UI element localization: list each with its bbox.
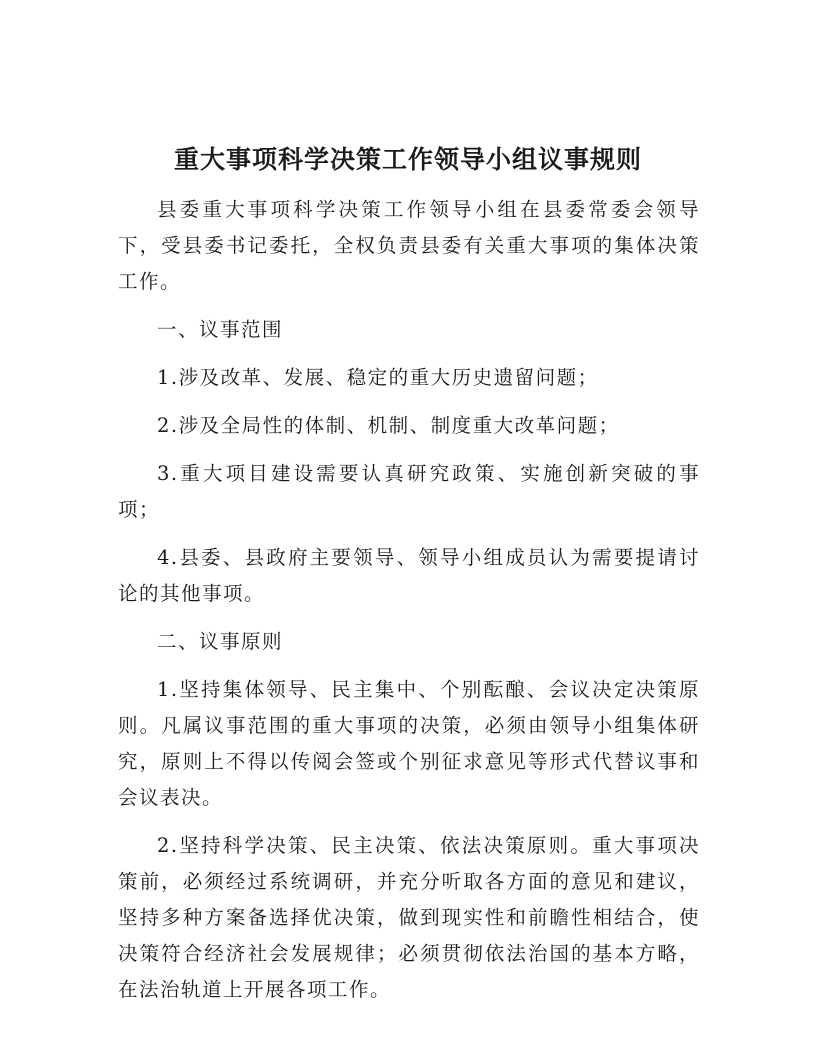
- scope-item-4: 4.县委、县政府主要领导、领导小组成员认为需要提请讨论的其他事项。: [118, 546, 700, 605]
- paragraph-intro: 县委重大事项科学决策工作领导小组在县委常委会领导下，受县委书记委托，全权负责县委有关重大事项的集体决策工作。: [118, 198, 700, 293]
- document-body: [118, 192, 700, 1020]
- scope-item-3: 3.重大项目建设需要认真研究政策、实施创新突破的事项；: [118, 462, 700, 521]
- document-title: 重大事项科学决策工作领导小组议事规则: [173, 145, 642, 174]
- principle-item-2: 2.坚持科学决策、民主决策、依法决策原则。重大事项决策前，必须经过系统调研，并充分听取各方面的意见和建议，坚持多种方案备选择优决策，做到现实性和前瞻性相结合，使决策符合经济社会发展规律；必须贯彻依法治国的基本方略，在法治轨道上开展各项工作。: [118, 834, 700, 1001]
- principle-item-1: 1.坚持集体领导、民主集中、个别酝酿、会议决定决策原则。凡属议事范围的重大事项的决策，必须由领导小组集体研究，原则上不得以传阅会签或个别征求意见等形式代替议事和会议表决。: [118, 678, 700, 809]
- section-heading-scope: 一、议事范围: [157, 318, 284, 341]
- section-heading-principles: 二、议事原则: [157, 630, 284, 653]
- scope-item-1: 1.涉及改革、发展、稳定的重大历史遗留问题；: [157, 366, 599, 389]
- scope-item-2: 2.涉及全局性的体制、机制、制度重大改革问题；: [157, 414, 620, 437]
